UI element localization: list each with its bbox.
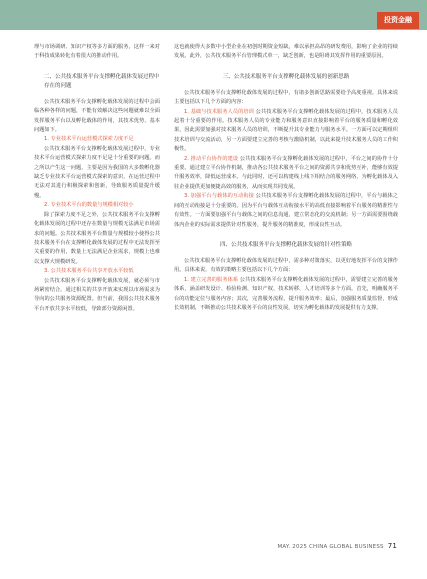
paragraph: 除了探索力度不足之外，公共技术服务平台支撑孵化载体发展的过程中还存在数量与规模无法满足市场需求的问题。公共技术服务平台数量与规模较小使得公共技术服务平台在支撑孵化载体发展的过程中无法发挥至关重要的作用，数量上无法满足企业需求，规模上也难以支撑大规模研发。: [34, 211, 160, 265]
subheading: 1. 专业技术平台运营模式探索力度不足: [44, 136, 134, 143]
subheading: 3. 加强平台与载体的互动衔接: [184, 193, 254, 200]
paragraph: 理与市场调研、知识产权等多方面的服务，这样一来对于科技成果转化有着很大的推动作用。: [34, 44, 160, 60]
paragraph: 公共技术服务平台支撑孵化载体发展的过程中，平台与载体之间的互动衔接是十分重要的。因为平台与载体互动衔接水平的高低直接影响着平台服务的精准性与有效性。一方面要加强平台与载体之间的信息沟通，建立常态化的交流机制；另一方面需要围绕载体内企业的实际需求提供针对性服务，提升服务的精准度，形成良性互动。: [174, 193, 398, 228]
subheading: 1. 基础与技术服务人员的培训: [184, 108, 254, 115]
paragraph: 公共技术服务平台支撑孵化载体发展的过程中，技术服务人员起着十分重要的作用。技术服务人员的专业能力和服务意识直接影响着平台的服务质量和孵化效果，因此需要加强对技术服务人员的培训，不断提升其专业能力与服务水平。一方面可以定期组织技术培训与交流活动，另一方面要建立完善的考核与激励机制，以此来提升技术服务人员的工作积极性。: [174, 108, 398, 153]
paragraph: 公共技术服务平台支撑孵化载体发展的过程中，需要建立完善的服务体系，涵盖研发设计、检验检测、知识产权、技术转移、人才培训等多个方面。首先，明确服务平台的功能定位与服务内容；其次，完善服务流程，提升服务效率；最后，加强服务质量监督，形成长效机制，不断推动公共技术服务平台的良性发展，切实为孵化载体的发展提供有力支撑。: [174, 276, 398, 311]
paragraph: 公共技术服务平台支撑孵化载体发展的过程中，平台之间的协作十分重要。通过建立平台协作机制，推动各公共技术服务平台之间的资源共享和优势互补，能够有效提升服务效率，降低运营成本。与此同时，还可以构建线上线下相结合的服务网络，为孵化载体及入驻企业提供更加便捷高效的服务，从而实现共同发展。: [174, 155, 398, 190]
right-column: [174, 43, 398, 313]
paragraph: 公共技术服务平台支撑孵化载体发展的过程中，需多种对策落实，以更好地发挥平台的支撑作用。具体来说，有效的策略主要包括以下几个方面：: [174, 257, 398, 274]
subheading: 2. 专业技术平台的数量与规模相对较小: [44, 202, 134, 209]
page-number: 71: [387, 542, 397, 550]
paragraph: 公共技术服务平台支撑孵化载体发展，就必须与市场紧密结合。通过相关的共享开放来实现以市场需求为导向的公共服务资源配置。但当前，我国公共技术服务平台开放共享水平较低，导致部分资源闲置。: [34, 277, 160, 312]
paragraph: 这也就使得大多数中小型企业在初创时期资金短缺，难以承担高昂的研发费用，影响了企业的持续发展。此外，公共技术服务平台管理模式单一，缺乏创新，也是阻碍其发挥作用的重要原因。: [174, 44, 398, 60]
left-column: [34, 43, 160, 314]
section-heading: 三、公共技术服务平台支撑孵化载体发展的创新思路: [222, 73, 350, 80]
header-bar: [0, 0, 427, 30]
section-heading: 二、公共技术服务平台支撑孵化载体发展过程中存在的问题: [44, 73, 160, 89]
paragraph: 公共技术服务平台支撑孵化载体发展过程中，专业技术平台运营模式探索力度不足是十分重要的问题。而之所以产生这一问题，主要是因为我国的大多数孵化器缺乏专业技术平台运营模式探索的意识，在运营过程中无法对其进行积极探索和创新，导致服务质量提升缓慢。: [34, 145, 160, 199]
paragraph: 公共技术服务平台支撑孵化载体发展的过程中会面临各种各样的问题，不能有效解决这些问题就难以全面发挥服务平台以及孵化载体的作用，其技术优势、基本问题如下。: [34, 98, 160, 134]
page-footer: [277, 542, 397, 550]
footer-text: MAY. 2025 CHINA GLOBAL BUSINESS: [277, 544, 384, 550]
section-heading: 四、公共技术服务平台支撑孵化载体发展的针对性策略: [219, 241, 352, 248]
paragraph: 公共技术服务平台支撑孵化载体发展的过程中，有诸多创新思路需要给予高度重视。具体来说主要包括以下几个方面的内容：: [174, 89, 398, 106]
subheading: 2. 推动平台协作的建设: [184, 155, 239, 162]
subheading: 1. 建立完善的服务体系: [184, 276, 239, 283]
section-tag: 投资金融: [377, 12, 419, 29]
subheading: 3. 公共技术服务平台共享开放水平较低: [44, 268, 134, 275]
